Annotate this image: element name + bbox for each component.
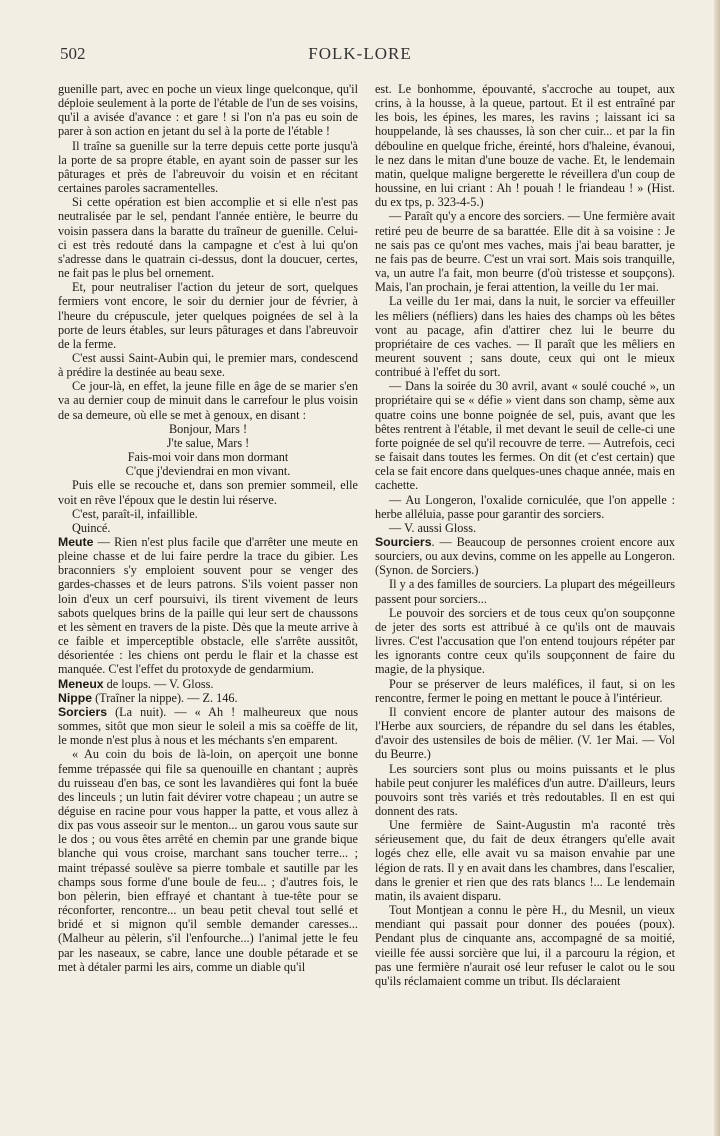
- paragraph: [375, 818, 675, 903]
- paragraph: [58, 450, 358, 464]
- paragraph: [375, 677, 675, 705]
- paragraph: [58, 478, 358, 506]
- running-title: FOLK-LORE: [308, 44, 412, 63]
- paragraph-text: Pour se préserver de leurs maléfices, il faut, si on les rencontre, fermer le poing en mettant le pouce à l'intérieur.: [375, 676, 675, 705]
- paragraph: [375, 521, 675, 535]
- paragraph-text: Puis elle se recouche et, dans son premier sommeil, elle voit en rêve l'époux que le destin lui réserve.: [58, 478, 358, 507]
- paragraph-text: (La nuit). — « Ah ! malheureux que nous sommes, sitôt que mon sieur le soleil a mis sa coëffe de lit, le monde n'est plus à nous et les méchants s'en emparent.: [58, 704, 358, 748]
- entry-paragraph: [58, 677, 358, 691]
- paragraph-text: (Traîner la nippe). — Z. 146.: [92, 690, 238, 705]
- entry-paragraph: [58, 535, 358, 677]
- paragraph-text: Quincé.: [72, 520, 111, 535]
- page-number: 502: [60, 44, 86, 63]
- paragraph-text: Il y a des familles de sourciers. La plupart des mégeilleurs passent pour sorciers...: [375, 577, 675, 606]
- entry-paragraph: [375, 535, 675, 577]
- paragraph-text: Si cette opération est bien accomplie et si elle n'est pas neutralisée par le sel, pendant l'année entière, le beurre du voisin passera dans la baratte du traîneur de guenille. Celui-ci est très redouté dans la campagne et c'est à lui qu'on s'adresse dans le quatrain ci-dessus, dont la doucuer, certes, ne fait pas le plus bel ornement.: [58, 195, 358, 281]
- paragraph-text: — Dans la soirée du 30 avril, avant « soulé couché », un propriétaire qui se « défie » vient dans son champ, sème aux quatre coins une bonne poignée de sel, puis, avant que les bêtes rentrent à l'étable, il met devant le seuil de celle-ci une forte poignée de sel qu'il recouvre de terre. — Autrefois, ceci se faisait dans toutes les fermes. On dit (et c'est certain) que cela se fait encore dans quelques-unes chaque année, mais en cachette.: [375, 379, 675, 493]
- paragraph: [375, 903, 675, 988]
- paragraph-text: Une fermière de Saint-Augustin m'a raconté très sérieusement que, du fait de deux étrangers qu'elle avait logés chez elle, elle avait vu sa maison envahie par une légion de rats. Il y en avait dans les chambres, dans l'escalier, dans le grenier et rien que des rats blancs !... Le lendemain matin, ils avaient disparu.: [375, 818, 675, 903]
- paragraph-text: Le pouvoir des sorciers et de tous ceux qu'on soupçonne de jeter des sorts est attribué à ce qu'ils ont de mauvais livres. C'est l'accusation que l'on entend toujours répéter par les ignorants contre ceux qu'ils soupçonnent de faire du magie, de la physique.: [375, 605, 675, 677]
- paragraph: [58, 422, 358, 436]
- paragraph: [375, 379, 675, 492]
- paragraph-text: Bonjour, Mars !: [168, 421, 248, 436]
- page-edge: [714, 0, 720, 1136]
- paragraph: [58, 507, 358, 521]
- paragraph-text: La veille du 1er mai, dans la nuit, le sorcier va effeuiller les mêliers (néfliers) dans les haies des champs où les bêtes vont au pacage, afin d'attirer chez lui le beurre du propriétaire de ces vaches. — Il paraît que les mêliers en meurent souvent ; sans doute, ceux qui ont le mieux contribué à l'effet du sort.: [375, 294, 675, 380]
- paragraph: [58, 82, 358, 139]
- paragraph-text: C'est aussi Saint-Aubin qui, le premier mars, condescend à prédire la destinée au beau sexe.: [58, 350, 358, 380]
- paragraph: [58, 436, 358, 450]
- paragraph-text: Ce jour-là, en effet, la jeune fille en âge de se marier s'en va au dernier coup de minuit dans le carrefour le plus voisin de sa demeure, où elle se met à genoux, en disant :: [58, 379, 358, 422]
- paragraph: [375, 209, 675, 294]
- paragraph-text: guenille part, avec en poche un vieux linge quelconque, qu'il déploie seulement à la porte de l'étable de l'un de ses voisins, qu'il a avisée d'avance : et gare ! si l'on n'a pas eu soin de parer à son action en jetant du sel à la porte de l'étable !: [58, 82, 358, 139]
- paragraph-text: Les sourciers sont plus ou moins puissants et le plus habile peut conjurer les maléfices d'un autre. D'ailleurs, leurs pouvoirs sont très variés et très redoutables. Il en est qui donnent des rats.: [375, 761, 675, 818]
- paragraph: [58, 464, 358, 478]
- paragraph-text: est. Le bonhomme, épouvanté, s'accroche au toupet, aux crins, à la housse, à la queue, partout. Et il est entraîné par les bois, les épines, les mares, les ravins ; laissant ici sa houppelande, là ses chausses, là son cher cuir... et par la fin débouline en quelque friche, éreinté, hors d'haleine, évanoui, le nez dans le mitan d'une bouze de vache. Et, le lendemain matin, quelque maligne bergerette le réveillera d'un coup de houssine, en lui criant : Ah ! pouah ! le friandeau ! » (Hist. du ex tps, p. 323-4-5.): [375, 82, 675, 210]
- paragraph: [58, 747, 358, 974]
- page-header: [0, 44, 720, 68]
- entry-headword: Nippe: [58, 690, 93, 705]
- paragraph-text: Il traîne sa guenille sur la terre depuis cette porte jusqu'à la porte de sa propre étable, en ayant soin de passer sur les pâturages et près de l'abreuvoir du voisin et en récitant certaines paroles sacramentelles.: [58, 138, 358, 196]
- paragraph-text: Tout Montjean a connu le père H., du Mesnil, un vieux mendiant qui passait pour donner des pouées (poux). Pendant plus de cinquante ans, accompagné de sa moitié, vieille fée aussi sorcière que lui, il a parcouru la région, et pas une fermière n'aurait osé leur refuser le calot ou le sou qu'ils réclamaient comme un tribut. Ils déclaraient: [375, 903, 675, 988]
- entry-headword: Sorciers: [58, 704, 108, 719]
- left-column: [58, 82, 358, 1122]
- paragraph-text: C'que j'deviendrai en mon vivant.: [125, 464, 291, 479]
- paragraph-text: — V. aussi Gloss.: [389, 520, 477, 535]
- paragraph: [375, 577, 675, 605]
- paragraph-text: C'est, paraît-il, infaillible.: [72, 506, 198, 521]
- paragraph: [375, 606, 675, 677]
- entry-paragraph: [58, 691, 358, 705]
- entry-paragraph: [58, 705, 358, 747]
- paragraph: [58, 521, 358, 535]
- paragraph: [375, 762, 675, 819]
- paragraph-text: — Paraît qu'y a encore des sorciers. — Une fermière avait retiré peu de beurre de sa barattée. Elle dit à sa voisine : Je ne sais pas ce qu'ont mes vaches, mais j'ai beau baratter, je ne fais pas de beurre. C'est un vrai sort. Mais sois tranquille, va, un autre l'a fait, mon beurre (d'où tristesse et soupçons). Mais, l'an prochain, je ferai attention, la veille du 1er mai.: [375, 209, 675, 295]
- paragraph-text: . — Beaucoup de personnes croient encore aux sourciers, ou aux devins, comme on les appelle au Longeron. (Synon. de Sorciers.): [375, 535, 675, 578]
- paragraph-text: de loups. — V. Gloss.: [103, 676, 214, 691]
- paragraph-text: Fais-moi voir dans mon dormant: [127, 450, 289, 465]
- paragraph: [58, 195, 358, 280]
- paragraph: [58, 280, 358, 351]
- paragraph: [375, 493, 675, 521]
- paragraph-text: — Au Longeron, l'oxalide corniculée, que l'on appelle : herbe alléluia, passe pour garantir des sorciers.: [375, 492, 675, 521]
- paragraph: [375, 705, 675, 762]
- paragraph: [375, 82, 675, 209]
- paragraph: [58, 351, 358, 379]
- paragraph: [58, 379, 358, 421]
- paragraph-text: « Au coin du bois de là-loin, on aperçoit une bonne femme trépassée qui file sa quenouille en chantant ; auprès du ruisseau d'en bas, ce sont les lavandières qui font la buée des linceuls ; un lutin fait dévirer votre chapeau ; un autre se déguise en racine pour vous happer la patte, et vous allez à dix pas vous asseoir sur le menton... un garou vous saute sur le dos ; ou vous êtes arrêté en chemin par une grande bique blanche qui vous croise, marchant sans toucher terre... ; maint trépassé soulève sa pierre tombale et sautille par les champs sous forme d'une boule de feu... ; d'autres fois, le bon pèlerin, bien effrayé et chantant à tue-tête pour se réconforter, rencontre... un beau petit cheval tout sellé et bridé et si mignon qu'il semble demander caresses... (Malheur au pèlerin, s'il l'enfourche...) l'animal jette le feu par les naseaux, se cabre, lance une double pétarade et se met à détaler parmi les airs, comme un diable qu'il: [58, 747, 358, 974]
- entry-headword: Sourciers: [375, 535, 432, 549]
- paragraph-text: J'te salue, Mars !: [166, 435, 250, 450]
- entry-headword: Meneux: [58, 676, 104, 691]
- paragraph-text: — Rien n'est plus facile que d'arrêter une meute en pleine chasse et de lui faire perdre la trace du gibier. Les braconniers s'y emploient souvent pour se venger des gardes-chasses et de leurs patrons. S'ils voient passer non loin d'eux un cerf poursuivi, ils tirent vivement de leurs sabots quelques brins de la paille qui leur sert de chaussons et les sèment en travers de la piste. Dès que la meute arrive à ce faible et imperceptible obstacle, elle s'arrête aussitôt, désorientée : les chiens ont perdu le flair et la chasse est manquée. C'est l'effet du protoxyde de gendarmium.: [58, 535, 358, 677]
- right-column: [375, 82, 675, 1122]
- paragraph: [58, 139, 358, 196]
- paragraph-text: Et, pour neutraliser l'action du jeteur de sort, quelques fermiers vont encore, le soir du dernier jour de février, à l'heure du crépuscule, jeter quelques poignées de sel à la porte de leurs étables, sur leurs pâturages et dans l'abreuvoir de la ferme.: [58, 280, 358, 351]
- entry-headword: Meute: [58, 535, 94, 549]
- paragraph-text: Il convient encore de planter autour des maisons de l'Herbe aux sourciers, de répandre du sel dans les étables, d'avoir des ustensiles de bois de mêlier. (V. 1er Mai. — Vol du Beurre.): [375, 704, 675, 762]
- paragraph: [375, 294, 675, 379]
